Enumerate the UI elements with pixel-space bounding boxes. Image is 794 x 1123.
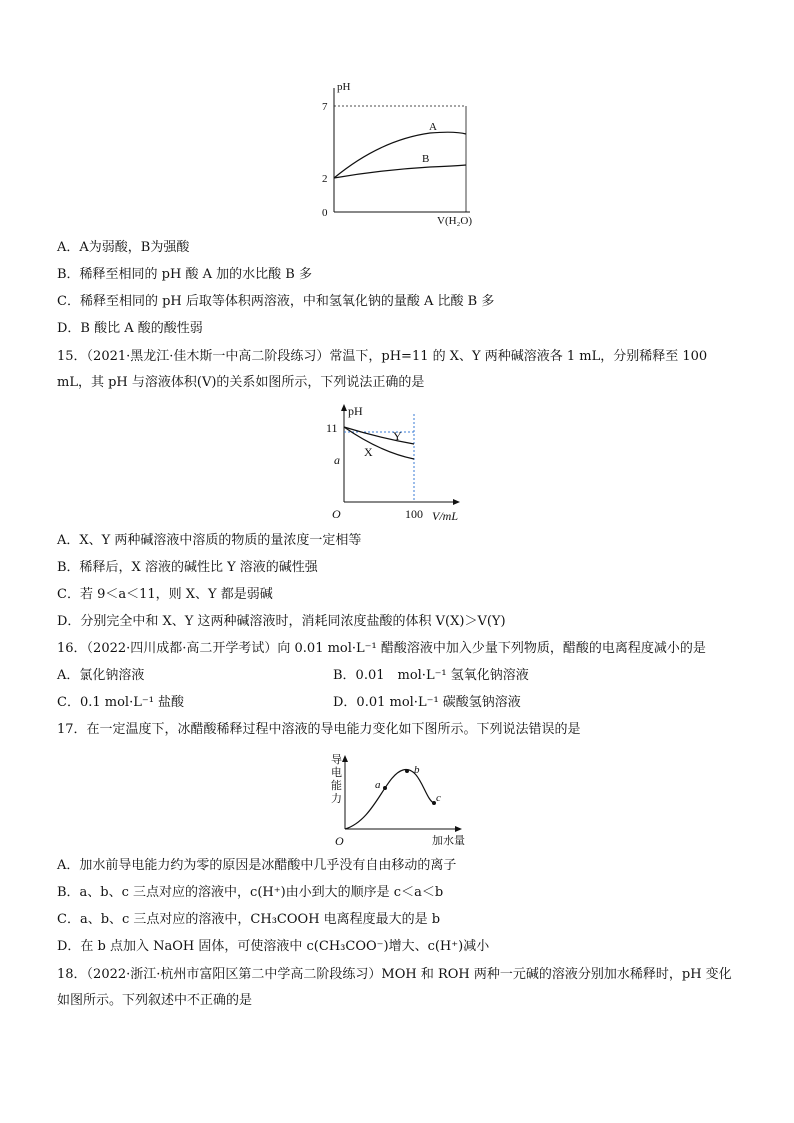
q17-option-a: A．加水前导电能力约为零的原因是冰醋酸中几乎没有自由移动的离子 bbox=[57, 858, 457, 873]
fig3-y-label-3: 能 bbox=[331, 780, 342, 792]
q15-option-c: C．若 9＜a＜11，则 X、Y 都是弱碱 bbox=[57, 587, 273, 602]
point-a bbox=[383, 786, 387, 790]
fig1-y-label: pH bbox=[337, 81, 351, 93]
q16-stem: 16．（2022·四川成都·高二开学考试）向 0.01 mol·L⁻¹ 醋酸溶液中加入少量下列物质，醋酸的电离程度减小的是 bbox=[57, 641, 706, 656]
q16-option-b: B．0.01 mol·L⁻¹ 氢氧化钠溶液 bbox=[333, 668, 529, 683]
point-b bbox=[405, 769, 409, 773]
fig3-x-label: 加水量 bbox=[432, 835, 465, 847]
fig1-curve-a-label: A bbox=[429, 121, 437, 133]
fig2-x-label: V/mL bbox=[432, 509, 459, 523]
conductivity-curve bbox=[345, 770, 434, 829]
fig3-y-label-4: 力 bbox=[331, 793, 342, 805]
q15-option-a: A．X、Y 两种碱溶液中溶质的物质的量浓度一定相等 bbox=[57, 533, 362, 548]
q17-option-d: D．在 b 点加入 NaOH 固体，可使溶液中 c(CH₃COO⁻)增大、c(H⁺)减小 bbox=[57, 939, 490, 954]
fig1-tick-2: 2 bbox=[322, 173, 328, 185]
q14-option-b: B．稀释至相同的 pH 酸 A 加的水比酸 B 多 bbox=[57, 267, 312, 282]
q17-stem: 17．在一定温度下，冰醋酸稀释过程中溶液的导电能力变化如下图所示。下列说法错误的是 bbox=[57, 722, 581, 737]
q14-option-a: A．A为弱酸，B为强酸 bbox=[57, 240, 190, 255]
fig3-point-a-label: a bbox=[375, 779, 381, 791]
fig1-x-label: V(H₂O) bbox=[437, 215, 472, 227]
q15-option-b: B．稀释后，X 溶液的碱性比 Y 溶液的碱性强 bbox=[57, 560, 318, 575]
q14-option-d: D．B 酸比 A 酸的酸性弱 bbox=[57, 321, 203, 336]
fig2-origin: O bbox=[332, 507, 341, 521]
q17-option-c: C．a、b、c 三点对应的溶液中，CH₃COOH 电离程度最大的是 b bbox=[57, 912, 441, 927]
fig2-y-label: pH bbox=[348, 404, 363, 418]
q16-option-d: D．0.01 mol·L⁻¹ 碳酸氢钠溶液 bbox=[333, 695, 521, 710]
q17-option-b: B．a、b、c 三点对应的溶液中，c(H⁺)由小到大的顺序是 c＜a＜b bbox=[57, 885, 444, 900]
fig1-tick-7: 7 bbox=[322, 101, 328, 113]
q16-option-c: C．0.1 mol·L⁻¹ 盐酸 bbox=[57, 695, 185, 710]
fig2-tick-a: a bbox=[334, 453, 340, 467]
fig2-tick-11: 11 bbox=[326, 421, 338, 435]
q14-option-c: C．稀释至相同的 pH 后取等体积两溶液，中和氢氧化钠的量酸 A 比酸 B 多 bbox=[57, 294, 495, 309]
fig3-point-c-label: c bbox=[436, 792, 441, 804]
q15-option-d: D．分别完全中和 X、Y 这两种碱溶液时，消耗同浓度盐酸的体积 V(X)＞V(Y) bbox=[57, 614, 506, 629]
fig3-y-label-2: 电 bbox=[331, 767, 342, 779]
fig2-curve-x-label: X bbox=[364, 445, 373, 459]
q18-stem: 18．（2022·浙江·杭州市富阳区第二中学高二阶段练习）MOH 和 ROH 两种一元碱的溶液分别加水稀释时，pH 变化如图所示。下列叙述中不正确的是 bbox=[57, 967, 732, 1008]
fig3-y-label-1: 导 bbox=[331, 754, 342, 766]
q15-stem: 15．（2021·黑龙江·佳木斯一中高二阶段练习）常温下，pH=11 的 X、Y 两种碱溶液各 1 mL，分别稀释至 100 mL，其 pH 与溶液体积(V)的关系如图所示，下列说法正确的是 bbox=[57, 349, 708, 390]
fig1-curve-b-label: B bbox=[422, 153, 430, 165]
fig3-origin: O bbox=[335, 834, 344, 848]
fig2-curve-y-label: Y bbox=[393, 429, 402, 443]
q16-option-a: A．氯化钠溶液 bbox=[57, 668, 145, 683]
fig3-point-b-label: b bbox=[414, 764, 420, 776]
fig1-tick-0: 0 bbox=[322, 207, 328, 219]
fig2-tick-100: 100 bbox=[405, 507, 423, 521]
